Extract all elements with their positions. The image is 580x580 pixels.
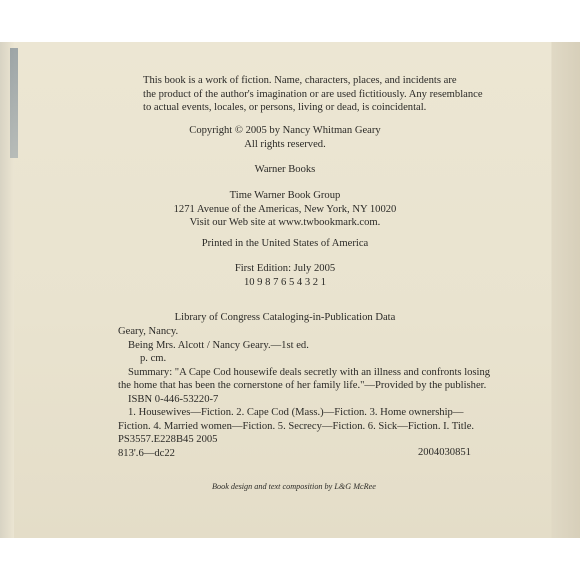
publisher-group — [80, 189, 490, 230]
group-name: Time Warner Book Group — [229, 190, 341, 201]
printing-line: 10 9 8 7 6 5 4 3 2 1 — [243, 276, 327, 288]
imprint-name: Warner Books — [254, 164, 316, 175]
cip-summary-1: Summary: "A Cape Cod housewife deals secretly with an illness and confronts losing — [128, 366, 491, 378]
disclaimer-line: the product of the author's imagination or are used fictitiously. Any resemblance — [143, 88, 483, 100]
cip-subjects-2: Fiction. 4. Married women—Fiction. 5. Secrecy—Fiction. 6. Sick—Fiction. I. Title. — [118, 420, 475, 432]
disclaimer-line: This book is a work of fiction. Name, characters, places, and incidents are — [143, 75, 457, 86]
copyright-notice — [80, 124, 490, 151]
cip-summary-2: the home that has been the cornerstone of her family life."—Provided by the publisher. — [118, 380, 487, 391]
cover-spine-strip — [10, 48, 18, 158]
cip-subjects-1: 1. Housewives—Fiction. 2. Cape Cod (Mass.)—Fiction. 3. Home ownership— — [128, 407, 464, 418]
cip-heading: Library of Congress Cataloging-in-Publication Data — [174, 312, 396, 323]
book-cover-edge-right — [532, 42, 580, 538]
printed-in: Printed in the United States of America — [201, 238, 369, 249]
lccn-number: 2004030851 — [418, 447, 471, 458]
copyright-page — [0, 42, 580, 538]
cip-isbn: ISBN 0-446-53220-7 — [128, 393, 219, 405]
cip-dewey: 813'.6—dc22 — [118, 447, 175, 459]
fiction-disclaimer — [143, 74, 483, 115]
edition-info — [80, 262, 490, 289]
disclaimer-line: to actual events, locales, or persons, living or dead, is coincidental. — [143, 102, 427, 113]
cip-author: Geary, Nancy. — [118, 326, 179, 337]
copyright-line: Copyright © 2005 by Nancy Whitman Geary — [189, 125, 381, 136]
cip-pages: p. cm. — [140, 353, 167, 364]
first-edition: First Edition: July 2005 — [234, 263, 336, 274]
design-credit: Book design and text composition by L&G McRee — [212, 482, 376, 491]
group-website: Visit our Web site at www.twbookmark.com. — [189, 217, 381, 228]
cip-call-number: PS3557.E228B45 2005 — [118, 434, 218, 445]
cip-title-line: Being Mrs. Alcott / Nancy Geary.—1st ed. — [128, 339, 309, 351]
rights-line: All rights reserved. — [244, 138, 326, 150]
cip-data — [118, 325, 490, 460]
group-address: 1271 Avenue of the Americas, New York, NY 10020 — [173, 203, 397, 215]
